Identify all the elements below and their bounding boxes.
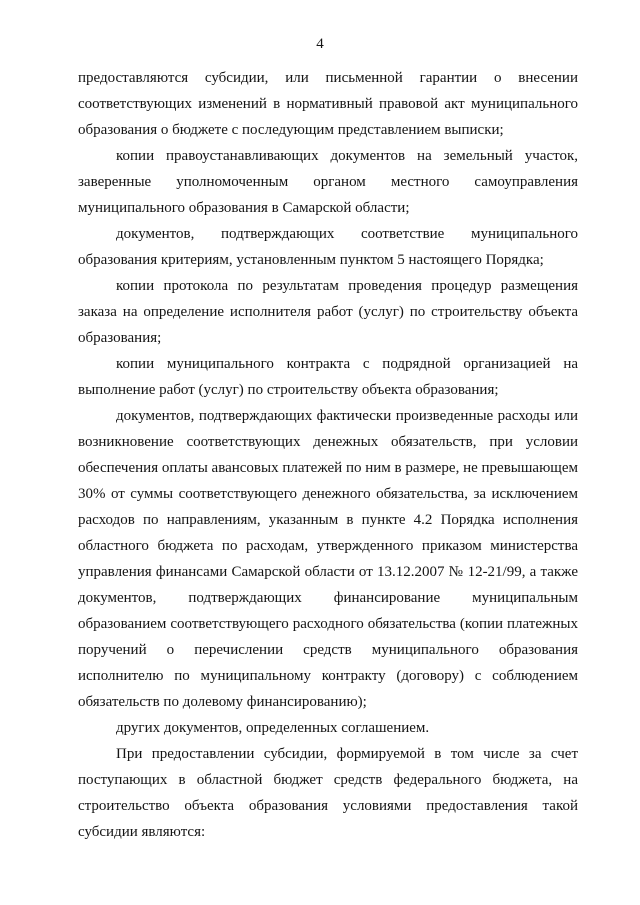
paragraph-other-documents: других документов, определенных соглашением. [116, 720, 430, 736]
paragraph-contract-copies: копии муниципального контракта с подрядной организацией на выполнение работ (услуг) по строительству объекта образования; [78, 356, 578, 398]
paragraph-protocol-copies: копии протокола по результатам проведения процедур размещения заказа на определение исполнителя работ (услуг) по строительству объекта образования; [78, 278, 578, 346]
paragraph-federal-subsidy-conditions: При предоставлении субсидии, формируемой в том числе за счет поступающих в областной бюджет средств федерального бюджета, на строительство объекта образования условиями предоставления такой субсидии являются: [78, 746, 578, 840]
paragraph-criteria-documents: документов, подтверждающих соответствие муниципального образования критериям, установленным пунктом 5 настоящего Порядка; [78, 226, 578, 268]
paragraph-guarantee: предоставляются субсидии, или письменной гарантии о внесении соответствующих изменений в нормативный правовой акт муниципального образования о бюджете с последующим представлением выписки; [78, 70, 578, 138]
paragraph-land-documents: копии правоустанавливающих документов на земельный участок, заверенные уполномоченным органом местного самоуправления муниципального образования в Самарской области; [78, 148, 578, 216]
paragraph-expense-documents: документов, подтверждающих фактически произведенные расходы или возникновение соответствующих денежных обязательств, при условии обеспечения оплаты авансовых платежей по ним в размере, не превышающем 30% от суммы соответствующего денежного обязательства, за исключением расходов по направлениям, указанным в пункте 4.2 Порядка исполнения областного бюджета по расходам, утвержденного приказом министерства управления финансами Самарской области от 13.12.2007 № 12-21/99, а также документов, подтверждающих финансирование муниципальным образованием соответствующего расходного обязательства (копии платежных поручений о перечислении средств муниципального образования исполнителю по муниципальному контракту (договору) с соблюдением обязательств по долевому финансированию); [78, 408, 578, 710]
document-body [78, 65, 578, 845]
page-number: 4 [316, 36, 324, 52]
